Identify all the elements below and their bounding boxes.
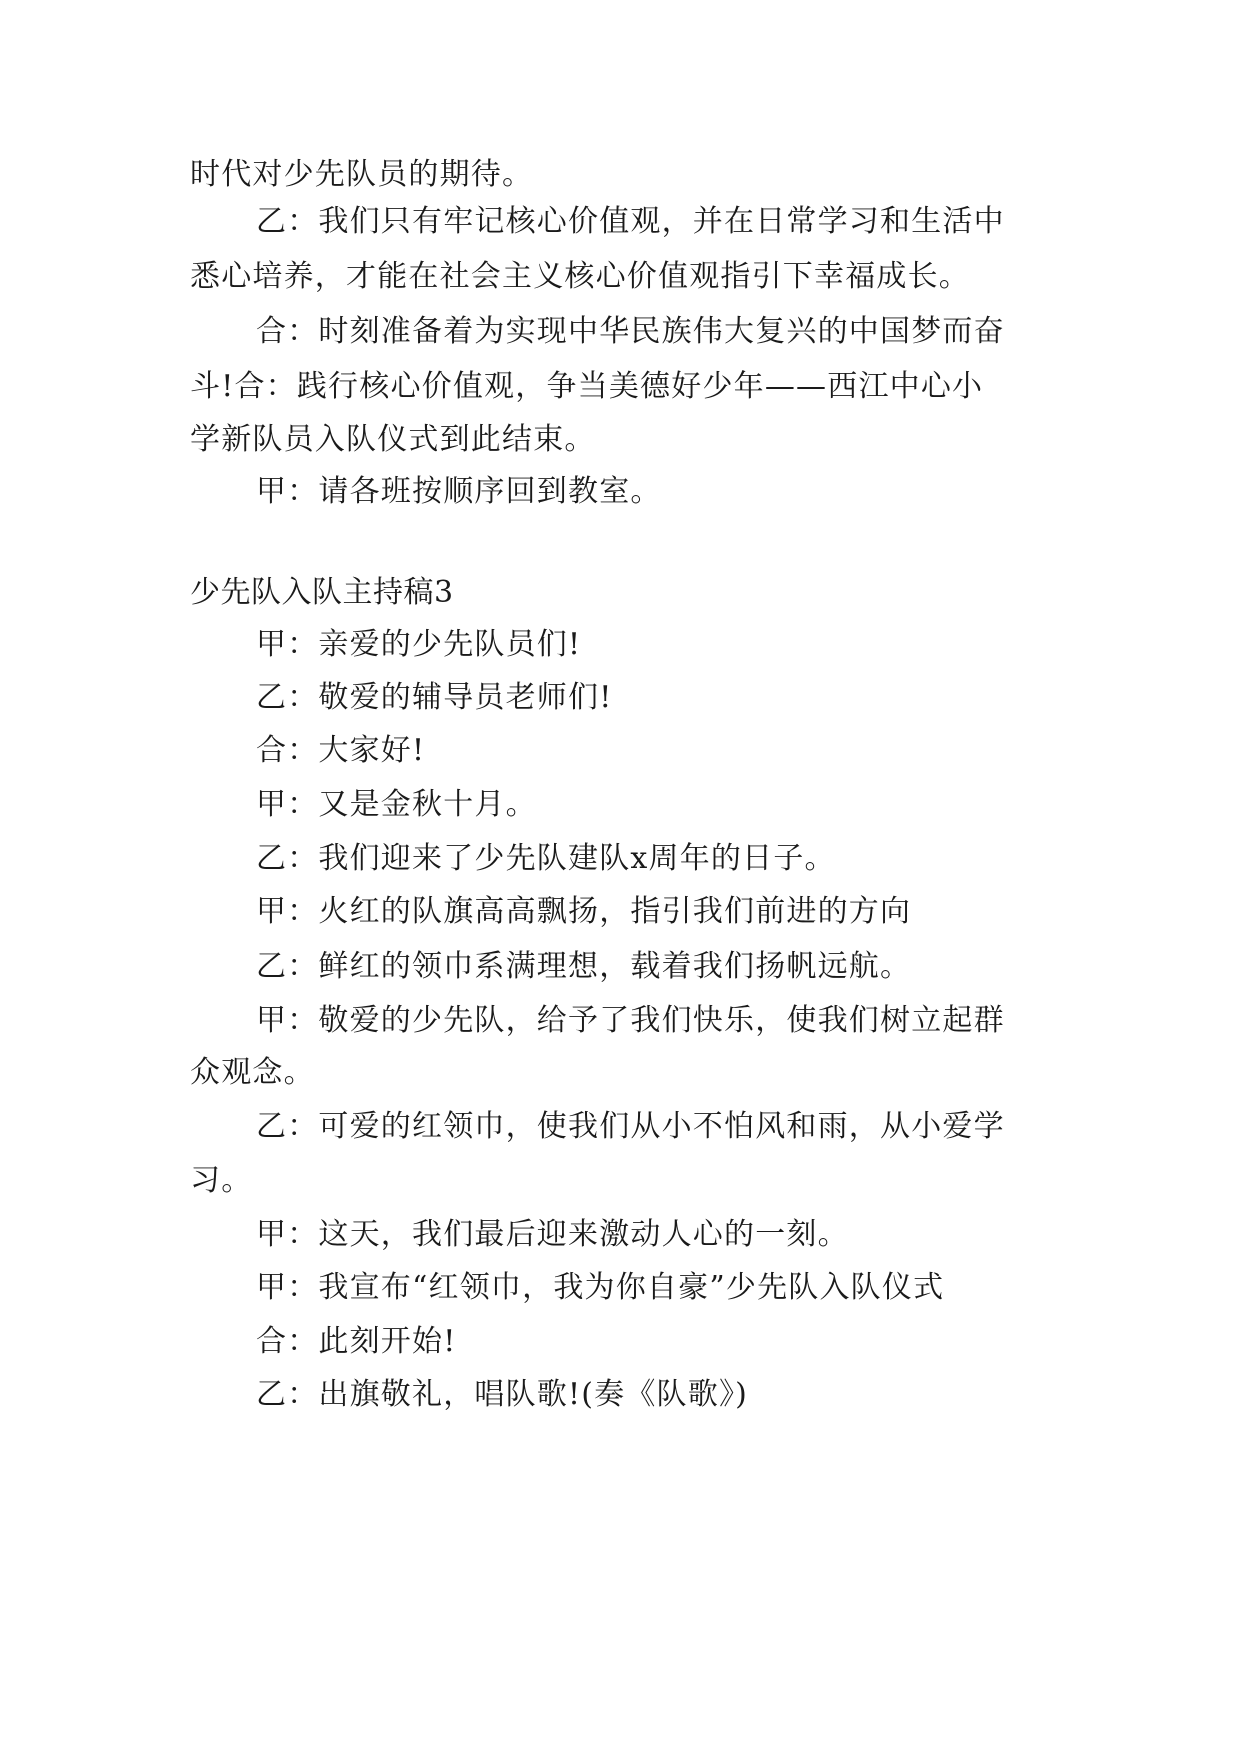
paragraph-line: 合：大家好! <box>256 733 426 768</box>
paragraph-line: 甲：火红的队旗高高飘扬，指引我们前进的方向 <box>256 894 912 929</box>
paragraph-line: 众观念。 <box>190 1055 315 1090</box>
paragraph-line: 时代对少先队员的期待。 <box>190 157 534 192</box>
paragraph-line: 习。 <box>190 1163 253 1198</box>
paragraph-line: 乙：我们只有牢记核心价值观，并在日常学习和生活中 <box>256 204 1005 239</box>
paragraph-line: 乙：出旗敬礼，唱队歌!(奏《队歌》) <box>256 1377 749 1412</box>
paragraph-line: 合：时刻准备着为实现中华民族伟大复兴的中国梦而奋 <box>256 314 1005 349</box>
paragraph-line: 乙：鲜红的领巾系满理想，载着我们扬帆远航。 <box>256 949 912 984</box>
paragraph-line: 甲：这天，我们最后迎来激动人心的一刻。 <box>256 1217 849 1252</box>
paragraph-line: 乙：我们迎来了少先队建队x周年的日子。 <box>256 841 836 876</box>
paragraph-line: 乙：敬爱的辅导员老师们! <box>256 680 613 715</box>
paragraph-line: 斗!合：践行核心价值观，争当美德好少年——西江中心小 <box>190 369 984 404</box>
paragraph-line: 甲：我宣布“红领巾，我为你自豪”少先队入队仪式 <box>256 1270 945 1305</box>
paragraph-line: 悉心培养，才能在社会主义核心价值观指引下幸福成长。 <box>190 259 970 294</box>
paragraph-line: 甲：请各班按顺序回到教室。 <box>256 474 662 509</box>
paragraph-line: 学新队员入队仪式到此结束。 <box>190 422 596 457</box>
section-heading: 少先队入队主持稿3 <box>190 575 454 610</box>
paragraph-line: 甲：敬爱的少先队，给予了我们快乐，使我们树立起群 <box>256 1003 1005 1038</box>
paragraph-line: 甲：又是金秋十月。 <box>256 787 537 822</box>
paragraph-line: 甲：亲爱的少先队员们! <box>256 627 582 662</box>
paragraph-line: 乙：可爱的红领巾，使我们从小不怕风和雨，从小爱学 <box>256 1109 1005 1144</box>
paragraph-line: 合：此刻开始! <box>256 1324 457 1359</box>
